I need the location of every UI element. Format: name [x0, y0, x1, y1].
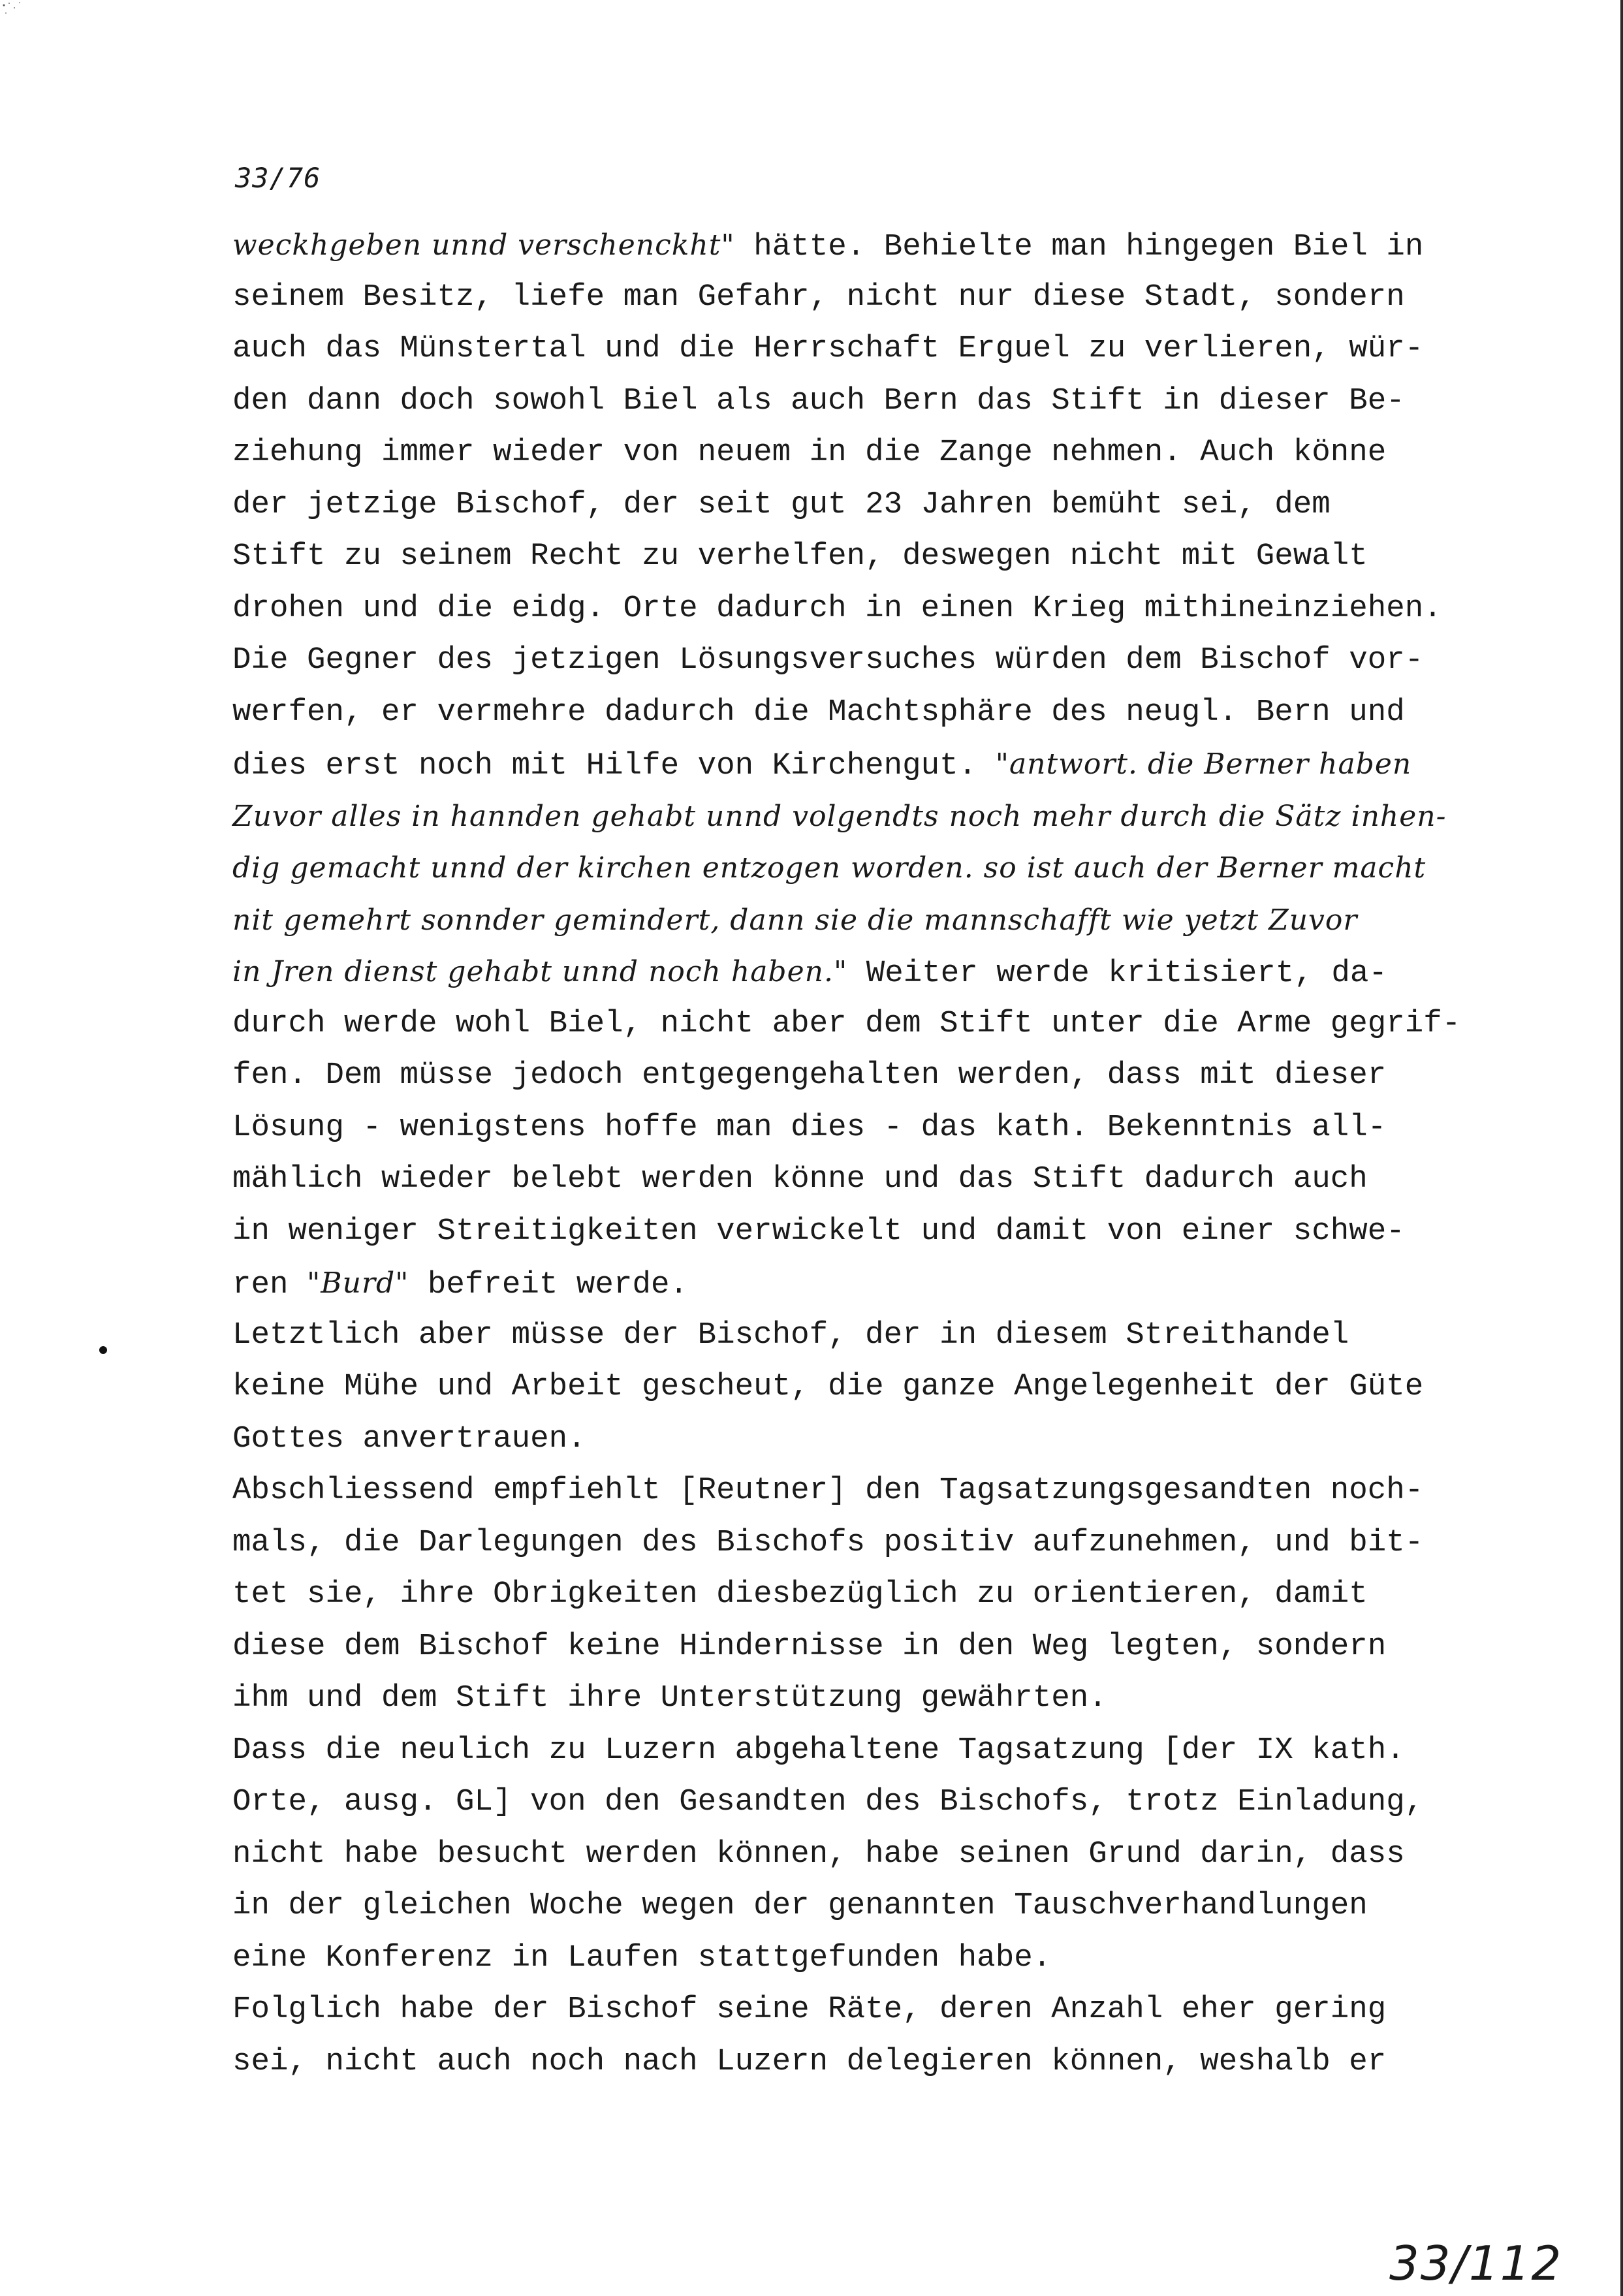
- text-line: [232, 1880, 1558, 1932]
- text-line: [232, 1102, 1558, 1154]
- text-line: [232, 1621, 1558, 1673]
- line-text: mählich wieder belebt werden könne und das Stift dadurch auch: [232, 1161, 1368, 1197]
- text-line: [232, 2036, 1558, 2088]
- text-line: [232, 323, 1558, 375]
- text-line: [232, 1569, 1558, 1621]
- line-text: Stift zu seinem Recht zu verhelfen, deswegen nicht mit Gewalt: [232, 539, 1368, 574]
- scan-speckles: [0, 0, 39, 26]
- text-line: [232, 946, 1558, 998]
- line-text: sei, nicht auch noch nach Luzern delegieren können, weshalb er: [232, 2043, 1387, 2079]
- text-line: [232, 375, 1558, 428]
- line-text: durch werde wohl Biel, nicht aber dem Stift unter die Arme gegrif-: [232, 1005, 1461, 1041]
- text-line: [232, 1154, 1558, 1206]
- line-text: Lösung - wenigstens hoffe man dies - das kath. Bekenntnis all-: [232, 1109, 1387, 1145]
- quoted-source-text: dig gemacht unnd der kirchen entzogen worden. so ist auch der Berner macht: [232, 851, 1426, 885]
- scan-edge: [1620, 0, 1623, 2296]
- line-text: werfen, er vermehre dadurch die Machtsphäre des neugl. Bern und: [232, 694, 1405, 730]
- margin-mark: [99, 1346, 107, 1354]
- text-line: [232, 531, 1558, 583]
- quoted-source-text: weckhgeben unnd verschenckht": [232, 228, 735, 262]
- line-text: hätte. Behielte man hingegen Biel in: [734, 229, 1424, 264]
- text-line: [232, 1050, 1558, 1102]
- line-text: nicht habe besucht werden können, habe seinen Grund darin, dass: [232, 1836, 1405, 1872]
- text-line: [232, 1361, 1558, 1413]
- line-text: befreit werde.: [409, 1267, 688, 1302]
- text-line: [232, 1465, 1558, 1517]
- line-text: ihm und dem Stift ihre Unterstützung gewährten.: [232, 1680, 1107, 1716]
- body-text: [232, 219, 1558, 2088]
- line-text: der jetzige Bischof, der seit gut 23 Jahren bemüht sei, dem: [232, 486, 1331, 522]
- text-line: [232, 479, 1558, 531]
- line-text: in weniger Streitigkeiten verwickelt und damit von einer schwe-: [232, 1213, 1405, 1249]
- quoted-source-text: Zuvor alles in hannden gehabt unnd volgendts noch mehr durch die Sätz inhen-: [232, 799, 1447, 833]
- text-line: [232, 842, 1558, 894]
- line-text: auch das Münstertal und die Herrschaft Erguel zu verlieren, wür-: [232, 331, 1424, 366]
- line-text: Gottes anvertrauen.: [232, 1421, 586, 1456]
- text-line: [232, 427, 1558, 479]
- page-number: 33/76: [235, 162, 321, 194]
- line-text: eine Konferenz in Laufen stattgefunden habe.: [232, 1940, 1052, 1975]
- line-text: drohen und die eidg. Orte dadurch in einen Krieg mithineinziehen.: [232, 590, 1442, 626]
- line-text: Orte, ausg. GL] von den Gesandten des Bischofs, trotz Einladung,: [232, 1784, 1424, 1819]
- archive-number: 33/112: [1389, 2236, 1563, 2291]
- text-line: [232, 791, 1558, 843]
- text-line: [232, 894, 1558, 947]
- text-line: [232, 1932, 1558, 1985]
- line-text: mals, die Darlegungen des Bischofs positiv aufzunehmen, und bit-: [232, 1524, 1424, 1560]
- text-line: [232, 1673, 1558, 1725]
- line-text: fen. Dem müsse jedoch entgegengehalten werden, dass mit dieser: [232, 1058, 1387, 1093]
- text-line: [232, 738, 1558, 791]
- text-line: [232, 1413, 1558, 1466]
- text-line: [232, 1206, 1558, 1258]
- text-line: [232, 1517, 1558, 1569]
- quoted-source-text: "antwort. die Berner haben: [995, 747, 1412, 781]
- line-text: Folglich habe der Bischof seine Räte, deren Anzahl eher gering: [232, 1992, 1387, 2027]
- quoted-source-text: "Burd": [307, 1266, 409, 1300]
- line-text: ren: [232, 1267, 307, 1302]
- line-text: in der gleichen Woche wegen der genannten Tauschverhandlungen: [232, 1888, 1368, 1923]
- text-line: [232, 1310, 1558, 1362]
- line-text: Abschliessend empfiehlt [Reutner] den Tagsatzungsgesandten noch-: [232, 1473, 1424, 1508]
- line-text: diese dem Bischof keine Hindernisse in den Weg legten, sondern: [232, 1628, 1387, 1664]
- line-text: den dann doch sowohl Biel als auch Bern das Stift in dieser Be-: [232, 383, 1405, 418]
- line-text: dies erst noch mit Hilfe von Kirchengut.: [232, 748, 996, 783]
- quoted-source-text: in Jren dienst gehabt unnd noch haben.": [232, 955, 848, 988]
- text-line: [232, 687, 1558, 739]
- line-text: tet sie, ihre Obrigkeiten diesbezüglich zu orientieren, damit: [232, 1577, 1368, 1612]
- text-line: [232, 1257, 1558, 1310]
- text-line: [232, 998, 1558, 1050]
- text-line: [232, 1776, 1558, 1829]
- line-text: Weiter werde kritisiert, da-: [847, 956, 1387, 991]
- line-text: Die Gegner des jetzigen Lösungsversuches würden dem Bischof vor-: [232, 642, 1424, 678]
- text-line: [232, 1829, 1558, 1881]
- line-text: ziehung immer wieder von neuem in die Zange nehmen. Auch könne: [232, 435, 1387, 470]
- text-line: [232, 635, 1558, 687]
- line-text: keine Mühe und Arbeit gescheut, die ganze Angelegenheit der Güte: [232, 1369, 1424, 1404]
- text-line: [232, 219, 1558, 272]
- line-text: Letztlich aber müsse der Bischof, der in diesem Streithandel: [232, 1317, 1349, 1353]
- line-text: seinem Besitz, liefe man Gefahr, nicht nur diese Stadt, sondern: [232, 279, 1405, 315]
- text-line: [232, 272, 1558, 324]
- line-text: Dass die neulich zu Luzern abgehaltene Tagsatzung [der IX kath.: [232, 1732, 1405, 1768]
- text-line: [232, 1984, 1558, 2036]
- text-line: [232, 583, 1558, 635]
- text-line: [232, 1725, 1558, 1777]
- quoted-source-text: nit gemehrt sonnder gemindert, dann sie die mannschafft wie yetzt Zuvor: [232, 903, 1358, 937]
